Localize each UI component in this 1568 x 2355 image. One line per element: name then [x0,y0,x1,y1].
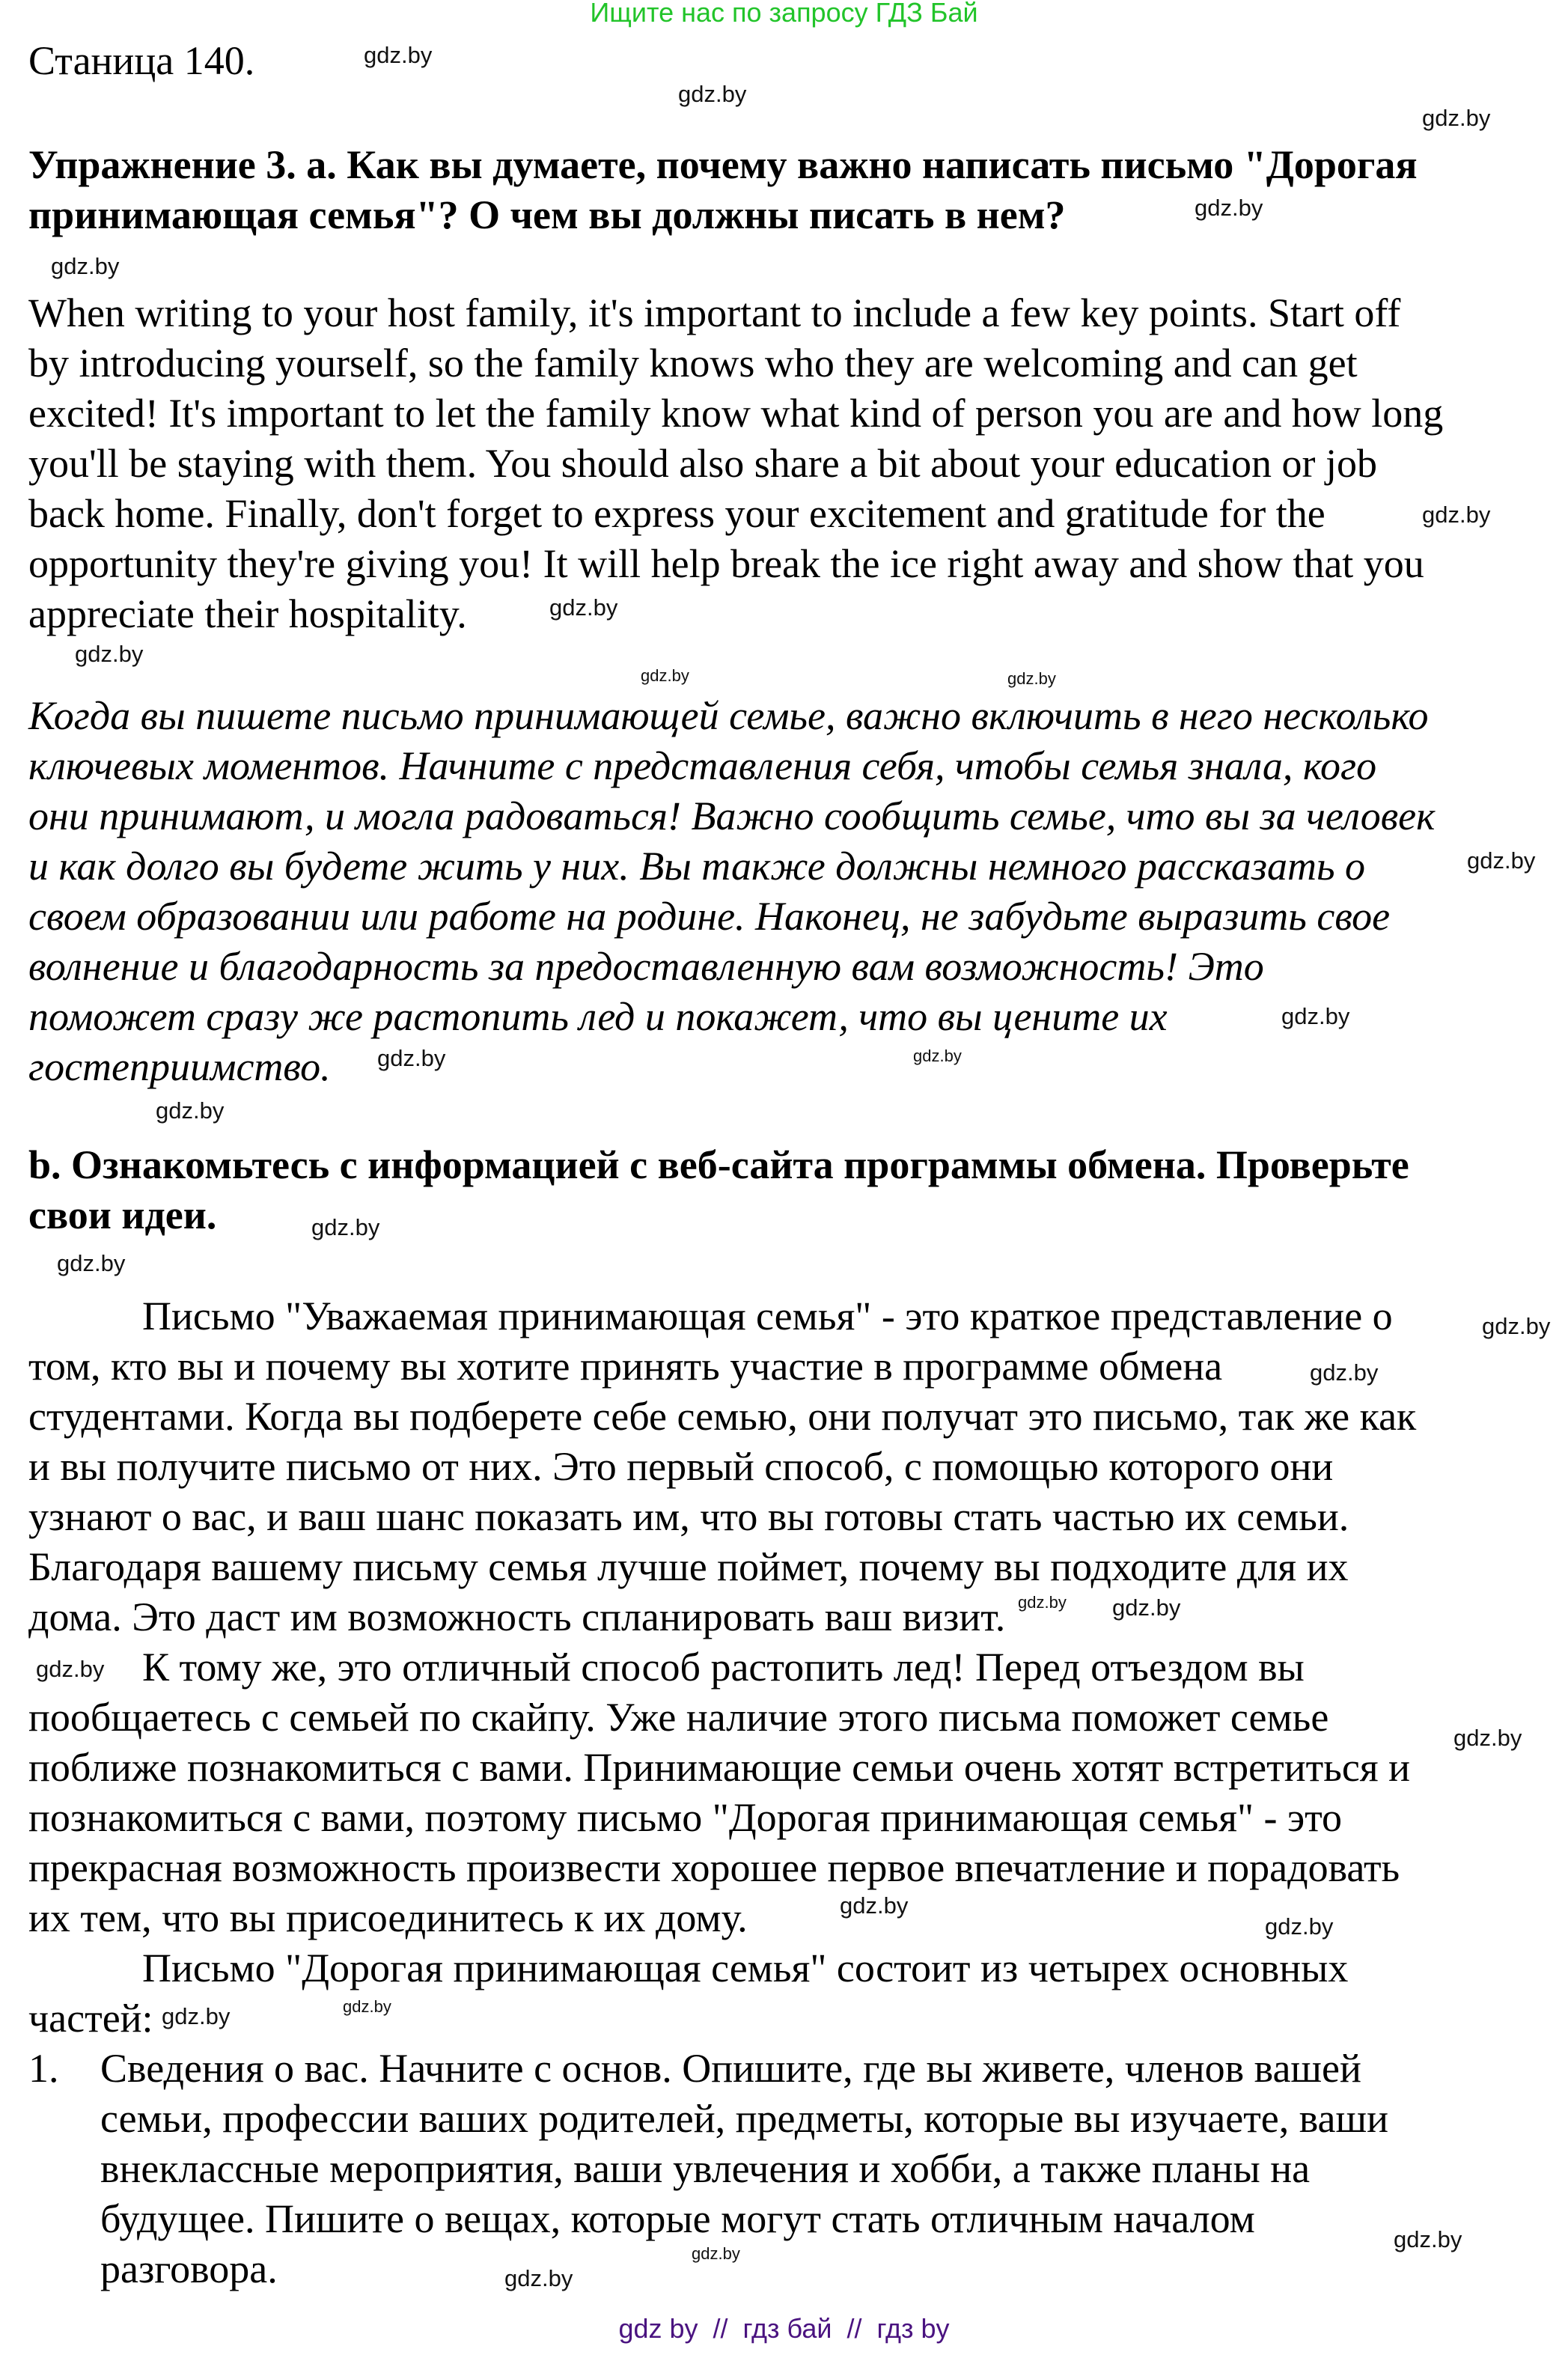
watermark: gdz.by [678,81,747,107]
exercise-a-heading [28,140,1418,240]
line-text: и вы получите письмо от них. Это первый способ, с помощью которого они [28,1444,1334,1489]
watermark: gdz.by [1453,1725,1522,1751]
line-text: студентами. Когда вы подберете себе семью, они получат это письмо, так же как [28,1394,1417,1439]
text-line [28,992,1435,1042]
line-text: они принимают, и могла радоваться! Важно сообщить семье, что вы за человек [28,793,1436,838]
watermark: gdz.by [156,1097,225,1124]
text-line [28,1392,1416,1442]
line-text: их тем, что вы присоединитесь к их дому. [28,1895,748,1940]
watermark: gdz.by [1265,1913,1334,1940]
watermark: gdz.by [1482,1313,1551,1339]
text-line [28,1993,1416,2044]
line-text: Упражнение 3. a. Как вы думаете, почему важно написать письмо "Дорогая [28,142,1418,187]
line-text: back home. Finally, don't forget to express your excitement and gratitude for the [28,491,1326,536]
text-line [28,1693,1416,1743]
line-text: и как долго вы будете жить у них. Вы также должны немного рассказать о [28,844,1366,889]
watermark: gdz.by [311,1214,380,1240]
text-line [28,1843,1416,1893]
line-text: дома. Это даст им возможность спланировать ваш визит. [28,1594,1006,1639]
line-text: семьи, профессии ваших родителей, предметы, которые вы изучаете, ваши [100,2096,1388,2141]
text-line [28,589,1443,639]
line-text: гостеприимство. [28,1044,331,1089]
text-line [28,1291,1416,1341]
watermark: gdz.by [1422,502,1491,528]
text-line [28,841,1435,892]
text-line [28,140,1418,190]
line-text: волнение и благодарность за предоставленную вам возможность! Это [28,944,1264,989]
text-line [28,1492,1416,1542]
watermark: gdz.by [1018,1593,1067,1612]
line-text: When writing to your host family, it's important to include a few key points. Start off [28,290,1401,335]
text-line [28,489,1443,539]
text-line [28,1743,1416,1793]
watermark: gdz.by [549,594,618,621]
text-line [28,288,1443,338]
text-line [28,1793,1416,1843]
watermark: gdz.by [504,2265,573,2291]
watermark: gdz.by [1281,1003,1350,1029]
watermark: gdz.by [692,2244,740,2263]
text-line [28,1893,1416,1943]
watermark: gdz.by [840,1892,909,1919]
watermark: gdz.by [1007,669,1056,688]
text-line [28,1042,1435,1092]
answer-russian [28,691,1435,1092]
line-text: b. Ознакомьтесь с информацией с веб-сайта программы обмена. Проверьте [28,1142,1409,1187]
watermark: gdz.by [1467,847,1536,874]
text-line [28,1190,1409,1240]
watermark: gdz.by [51,253,120,279]
text-line [28,1642,1416,1693]
watermark: gdz.by [1394,2226,1462,2252]
watermark: gdz.by [1422,105,1491,131]
text-line [28,942,1435,992]
watermark: gdz.by [1310,1359,1379,1386]
line-text: том, кто вы и почему вы хотите принять участие в программе обмена [28,1344,1223,1389]
line-text: Письмо "Дорогая принимающая семья" состоит из четырех основных [142,1946,1349,1990]
line-text: познакомиться с вами, поэтому письмо "Дорогая принимающая семья" - это [28,1795,1343,1840]
watermark: gdz.by [36,1656,105,1682]
text-line [28,2094,1416,2144]
text-line [28,2194,1416,2244]
text-line [28,1542,1416,1592]
line-text: excited! It's important to let the family know what kind of person you are and how long [28,391,1444,436]
text-line [28,1442,1416,1492]
text-line [28,389,1443,439]
text-line [28,1592,1416,1642]
line-text: прекрасная возможность произвести хорошее первое впечатление и порадовать [28,1845,1400,1890]
line-text: будущее. Пишите о вещах, которые могут стать отличным началом [100,2196,1255,2241]
line-text: К тому же, это отличный способ растопить лед! Перед отъездом вы [142,1645,1305,1690]
text-line [28,741,1435,791]
line-text: частей: [28,1996,153,2041]
text-line [28,691,1435,741]
line-text: поможет сразу же растопить лед и покажет, что вы цените их [28,994,1168,1039]
line-text: узнают о вас, и ваш шанс показать им, что вы готовы стать частью их семьи. [28,1494,1349,1539]
line-text: принимающая семья"? О чем вы должны писать в нем? [28,192,1066,237]
line-text: свои идеи. [28,1192,217,1237]
search-banner[interactable] [0,0,1568,28]
watermark: gdz.by [1112,1594,1181,1621]
text-line [28,892,1435,942]
line-text: by introducing yourself, so the family knows who they are welcoming and can get [28,341,1358,386]
line-text: opportunity they're giving you! It will help break the ice right away and show that you [28,541,1424,586]
line-text: you'll be staying with them. You should also share a bit about your education or job [28,441,1378,486]
line-text: пообщаетесь с семьей по скайпу. Уже наличие этого письма поможет семье [28,1695,1329,1740]
search-banner-text[interactable]: Ищите нас по запросу ГДЗ Бай [590,0,978,28]
watermark: gdz.by [641,666,689,685]
text-line [28,1341,1416,1392]
line-text: своем образовании или работе на родине. Наконец, не забудьте выразить свое [28,894,1391,939]
exercise-b-text [28,1291,1416,2294]
watermark: gdz.by [75,641,144,667]
watermark: gdz.by [377,1045,446,1071]
line-text: Письмо "Уважаемая принимающая семья" - это краткое представление о [142,1294,1393,1338]
text-line [28,539,1443,589]
line-text: ключевых моментов. Начните с представления себя, чтобы семья знала, кого [28,743,1377,788]
line-text: appreciate their hospitality. [28,591,467,636]
watermark: gdz.by [162,2003,231,2029]
page-title: Станица 140. [28,38,255,83]
answer-english [28,288,1443,639]
watermark: gdz.by [57,1250,126,1276]
watermark: gdz.by [364,42,433,68]
text-line [28,439,1443,489]
line-text: Благодаря вашему письму семья лучше поймет, почему вы подходите для их [28,1544,1349,1589]
text-line [28,2144,1416,2194]
line-text: внеклассные мероприятия, ваши увлечения и хобби, а также планы на [100,2146,1311,2191]
line-text: Когда вы пишете письмо принимающей семье, важно включить в него несколько [28,693,1429,738]
exercise-b-heading [28,1140,1409,1240]
watermark: gdz.by [1195,195,1263,221]
text-line [28,791,1435,841]
list-item [28,2044,1416,2094]
footer-links-text[interactable]: gdz by // гдз бай // гдз by [618,2313,950,2344]
footer-links[interactable] [0,2313,1568,2345]
text-line [28,338,1443,389]
text-line [28,1943,1416,1993]
line-text: Сведения о вас. Начните с основ. Опишите, где вы живете, членов вашей [100,2046,1361,2091]
line-text: разговора. [100,2246,278,2291]
text-line [28,1140,1409,1190]
list-number: 1. [28,2046,59,2091]
line-text: поближе познакомиться с вами. Принимающие семьи очень хотят встретиться и [28,1745,1411,1790]
watermark: gdz.by [913,1047,962,1065]
watermark: gdz.by [343,1997,391,2016]
